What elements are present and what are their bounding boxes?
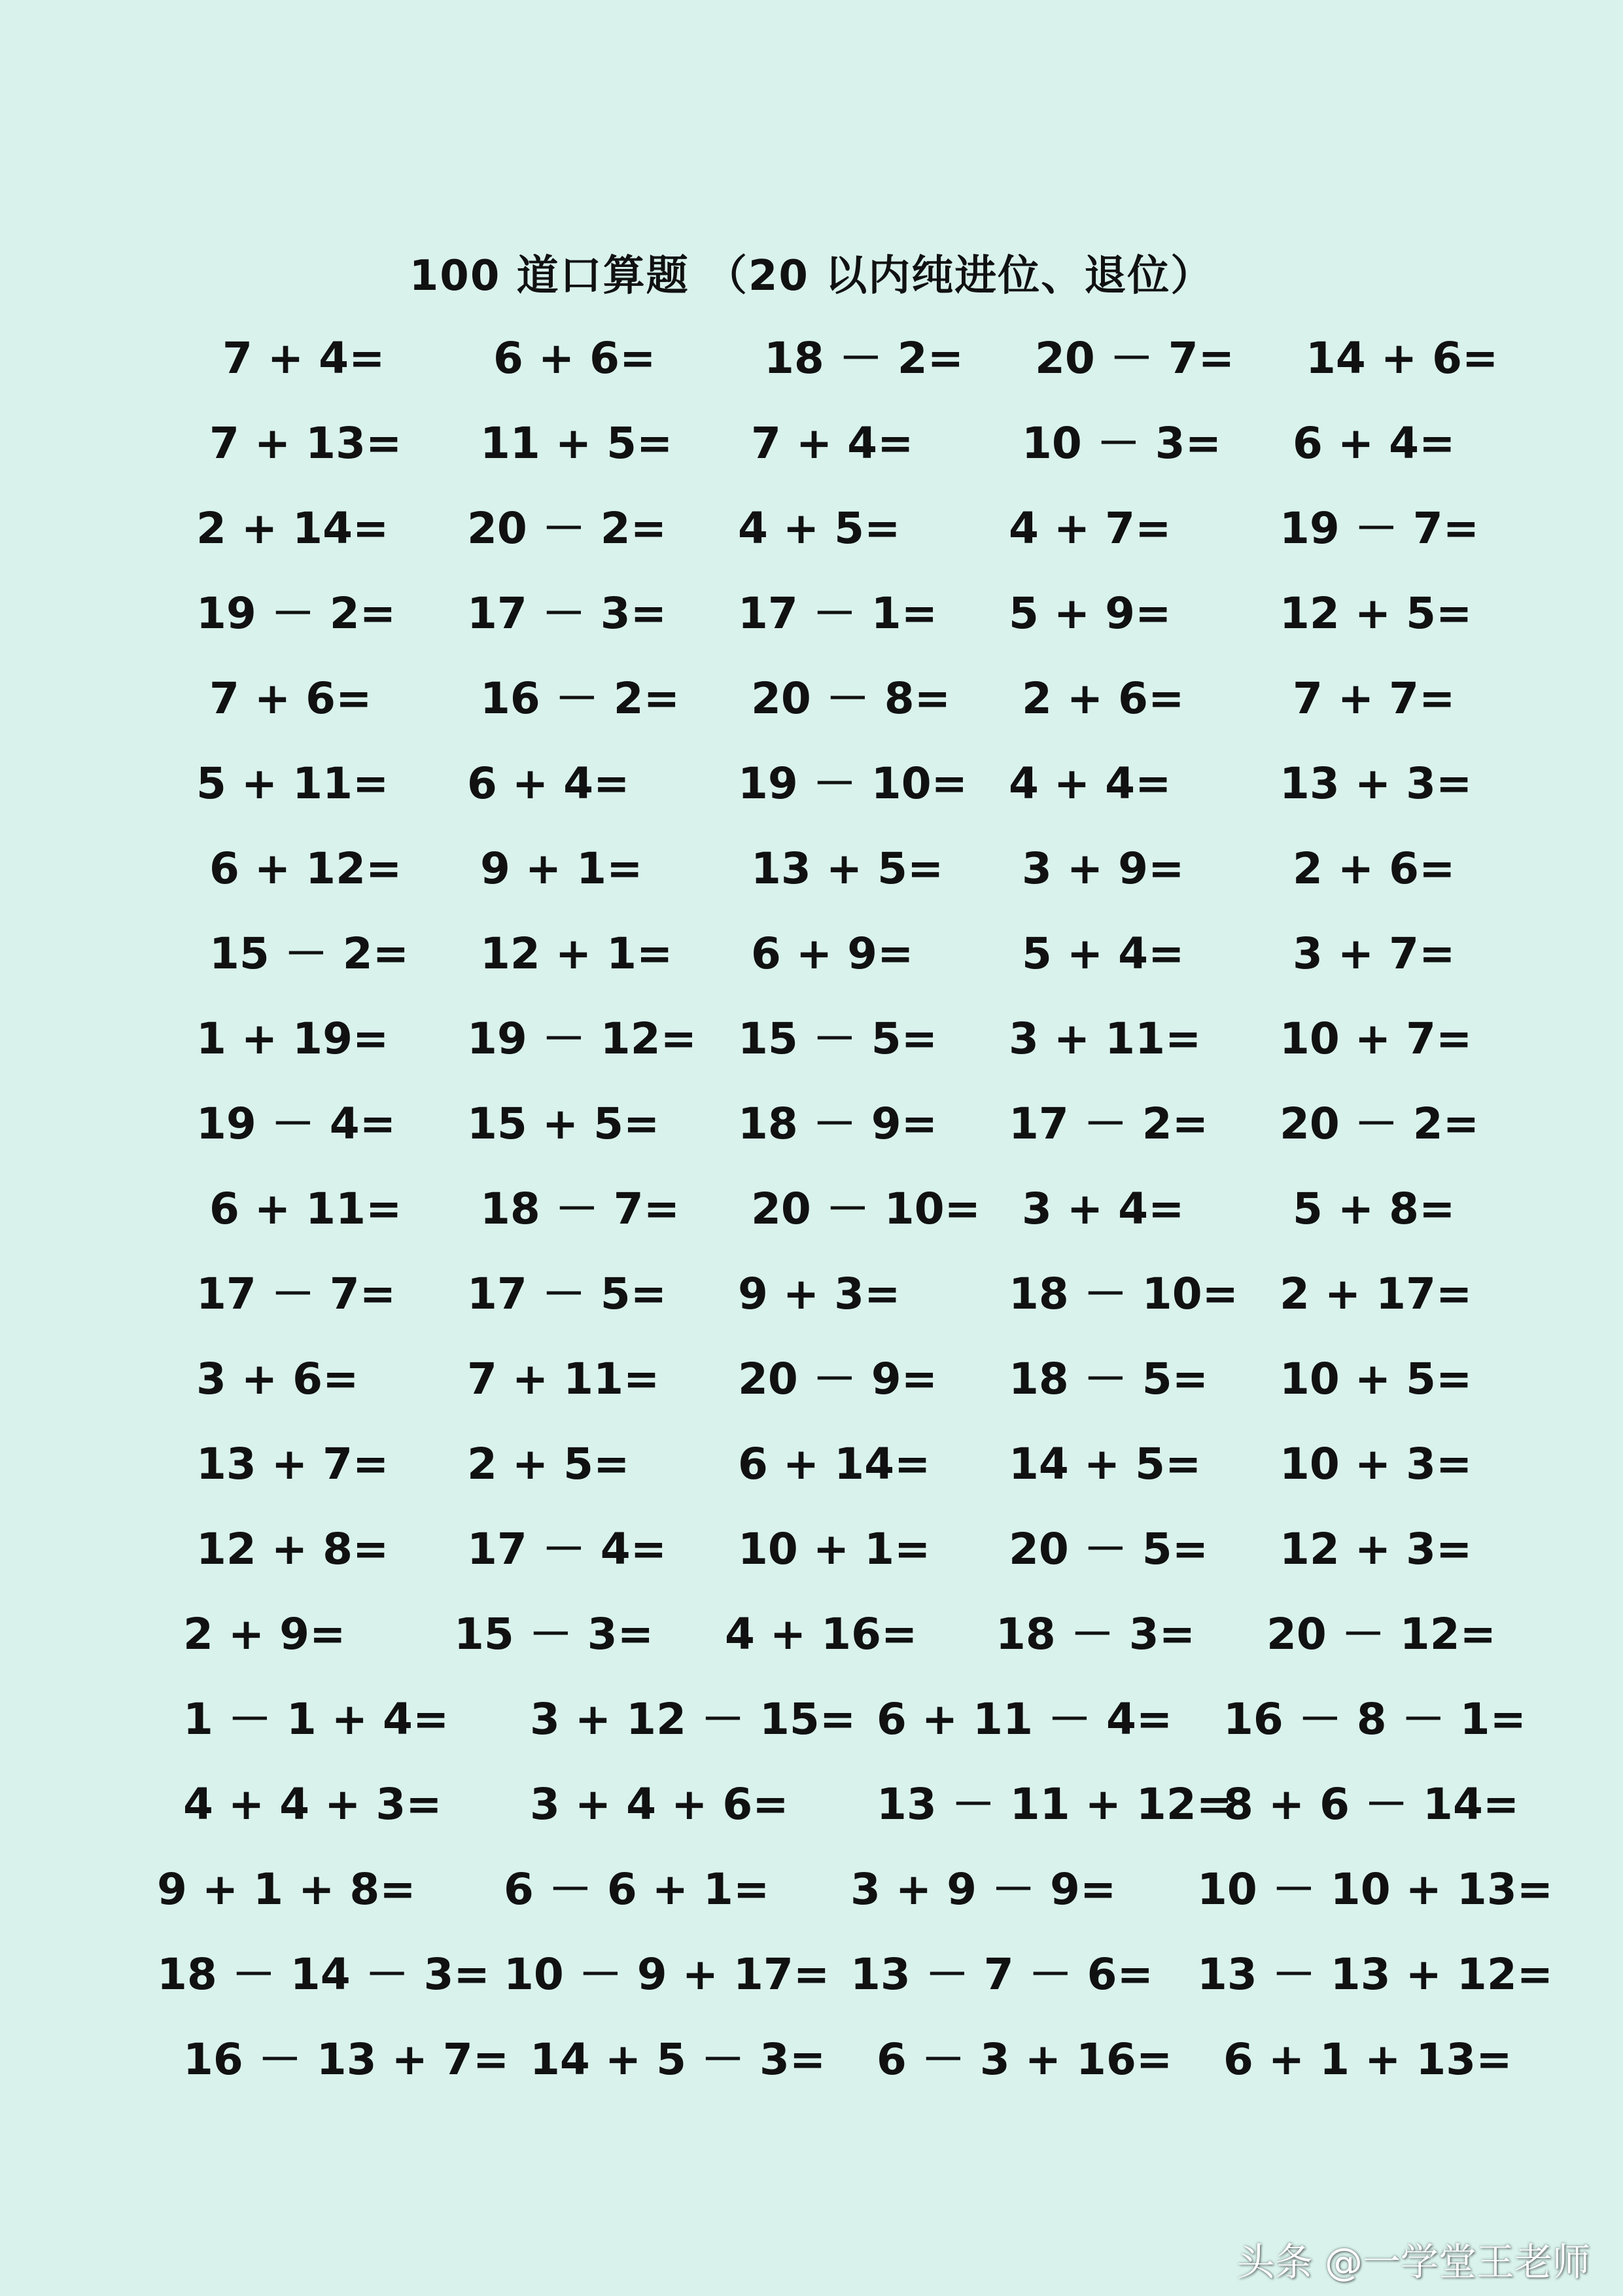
problem-item: 7 + 7=	[1293, 673, 1456, 724]
problem-item: 14 + 5 － 3=	[530, 2034, 826, 2085]
problem-item: 3 + 4 + 6=	[530, 1779, 789, 1829]
problem-item: 3 + 7=	[1293, 928, 1456, 979]
problem-item: 18 － 14 － 3=	[157, 1949, 490, 2000]
problem-item: 7 + 13=	[209, 418, 402, 468]
problem-item: 5 + 4=	[1022, 928, 1185, 979]
problem-item: 6 + 9=	[751, 928, 914, 979]
problem-item: 17 － 7=	[196, 1269, 396, 1319]
problem-item: 6 － 3 + 16=	[877, 2034, 1173, 2085]
problem-item: 18 － 7=	[480, 1184, 680, 1234]
problem-item: 6 + 6=	[493, 333, 656, 383]
problem-item: 4 + 7=	[1009, 503, 1172, 554]
page-title: 100 道口算题 （20 以内纯进位、退位）	[409, 252, 1214, 300]
problem-item: 6 － 6 + 1=	[504, 1864, 770, 1915]
problem-item: 10 + 1=	[738, 1524, 931, 1574]
problem-item: 5 + 11=	[196, 758, 389, 809]
problem-item: 17 － 5=	[467, 1269, 667, 1319]
problem-item: 17 － 3=	[467, 588, 667, 639]
problem-item: 4 + 5=	[738, 503, 901, 554]
problem-item: 16 － 13 + 7=	[183, 2034, 510, 2085]
problem-item: 20 － 2=	[467, 503, 667, 554]
problem-item: 9 + 1 + 8=	[157, 1864, 416, 1915]
problem-item: 12 + 1=	[480, 928, 673, 979]
problem-item: 9 + 1=	[480, 843, 643, 894]
problem-item: 20 － 12=	[1266, 1609, 1496, 1659]
problem-item: 20 － 9=	[738, 1354, 938, 1404]
problem-item: 18 － 5=	[1009, 1354, 1209, 1404]
problem-item: 19 － 2=	[196, 588, 396, 639]
problem-item: 20 － 8=	[751, 673, 951, 724]
problem-item: 2 + 6=	[1293, 843, 1456, 894]
problem-item: 13 － 11 + 12=	[877, 1779, 1233, 1829]
problem-item: 13 + 3=	[1280, 758, 1473, 809]
problem-item: 17 － 2=	[1009, 1099, 1209, 1149]
problem-item: 12 + 5=	[1280, 588, 1473, 639]
problem-item: 10 － 9 + 17=	[504, 1949, 830, 2000]
problem-item: 18 － 9=	[738, 1099, 938, 1149]
problem-item: 10 + 3=	[1280, 1439, 1473, 1489]
problem-item: 20 － 7=	[1035, 333, 1235, 383]
problem-item: 15 + 5=	[467, 1099, 660, 1149]
problem-item: 7 + 4=	[222, 333, 385, 383]
problem-item: 1 － 1 + 4=	[183, 1694, 449, 1744]
problem-item: 14 + 6=	[1306, 333, 1499, 383]
problem-item: 13 + 5=	[751, 843, 944, 894]
problem-item: 3 + 9=	[1022, 843, 1185, 894]
problem-item: 19 － 10=	[738, 758, 968, 809]
problem-item: 5 + 8=	[1293, 1184, 1456, 1234]
problem-item: 17 － 1=	[738, 588, 938, 639]
problem-item: 9 + 3=	[738, 1269, 901, 1319]
problem-item: 12 + 3=	[1280, 1524, 1473, 1574]
problem-item: 19 － 4=	[196, 1099, 396, 1149]
problem-item: 13 － 13 + 12=	[1197, 1949, 1554, 2000]
problem-item: 19 － 7=	[1280, 503, 1480, 554]
problem-item: 2 + 5=	[467, 1439, 630, 1489]
problem-item: 2 + 6=	[1022, 673, 1185, 724]
problem-item: 6 + 4=	[467, 758, 630, 809]
problem-item: 10 － 10 + 13=	[1197, 1864, 1554, 1915]
problem-item: 10 － 3=	[1022, 418, 1222, 468]
problem-item: 4 + 16=	[725, 1609, 918, 1659]
watermark: 头条 @一学堂王老师	[1236, 2240, 1590, 2284]
problem-item: 6 + 1 + 13=	[1223, 2034, 1512, 2085]
problem-item: 5 + 9=	[1009, 588, 1172, 639]
problem-item: 3 + 4=	[1022, 1184, 1185, 1234]
problem-item: 7 + 6=	[209, 673, 372, 724]
problem-item: 15 － 3=	[454, 1609, 654, 1659]
problem-item: 10 + 5=	[1280, 1354, 1473, 1404]
problem-item: 6 + 12=	[209, 843, 402, 894]
problem-item: 11 + 5=	[480, 418, 673, 468]
problem-item: 7 + 4=	[751, 418, 914, 468]
problem-item: 3 + 6=	[196, 1354, 359, 1404]
problem-item: 2 + 14=	[196, 503, 389, 554]
problem-item: 16 － 2=	[480, 673, 680, 724]
problem-item: 17 － 4=	[467, 1524, 667, 1574]
problem-item: 15 － 2=	[209, 928, 410, 979]
problem-item: 7 + 11=	[467, 1354, 660, 1404]
problem-item: 18 － 10=	[1009, 1269, 1238, 1319]
problem-item: 6 + 4=	[1293, 418, 1456, 468]
problem-item: 13 － 7 － 6=	[850, 1949, 1153, 2000]
problem-item: 20 － 10=	[751, 1184, 981, 1234]
problem-item: 1 + 19=	[196, 1014, 389, 1064]
problem-item: 13 + 7=	[196, 1439, 389, 1489]
problem-item: 12 + 8=	[196, 1524, 389, 1574]
problem-item: 14 + 5=	[1009, 1439, 1202, 1489]
problem-item: 6 + 14=	[738, 1439, 931, 1489]
problem-item: 4 + 4=	[1009, 758, 1172, 809]
problem-item: 3 + 12 － 15=	[530, 1694, 856, 1744]
problem-item: 18 － 2=	[764, 333, 964, 383]
problem-item: 19 － 12=	[467, 1014, 697, 1064]
problem-item: 3 + 9 － 9=	[850, 1864, 1117, 1915]
problem-item: 10 + 7=	[1280, 1014, 1473, 1064]
problem-item: 2 + 17=	[1280, 1269, 1473, 1319]
problem-item: 2 + 9=	[183, 1609, 346, 1659]
problem-item: 3 + 11=	[1009, 1014, 1202, 1064]
problem-item: 16 － 8 － 1=	[1223, 1694, 1526, 1744]
problem-item: 20 － 5=	[1009, 1524, 1209, 1574]
problem-item: 18 － 3=	[996, 1609, 1196, 1659]
problem-item: 20 － 2=	[1280, 1099, 1480, 1149]
problem-item: 8 + 6 － 14=	[1223, 1779, 1520, 1829]
problem-item: 6 + 11 － 4=	[877, 1694, 1173, 1744]
problem-item: 15 － 5=	[738, 1014, 938, 1064]
problem-item: 4 + 4 + 3=	[183, 1779, 442, 1829]
problem-item: 6 + 11=	[209, 1184, 402, 1234]
